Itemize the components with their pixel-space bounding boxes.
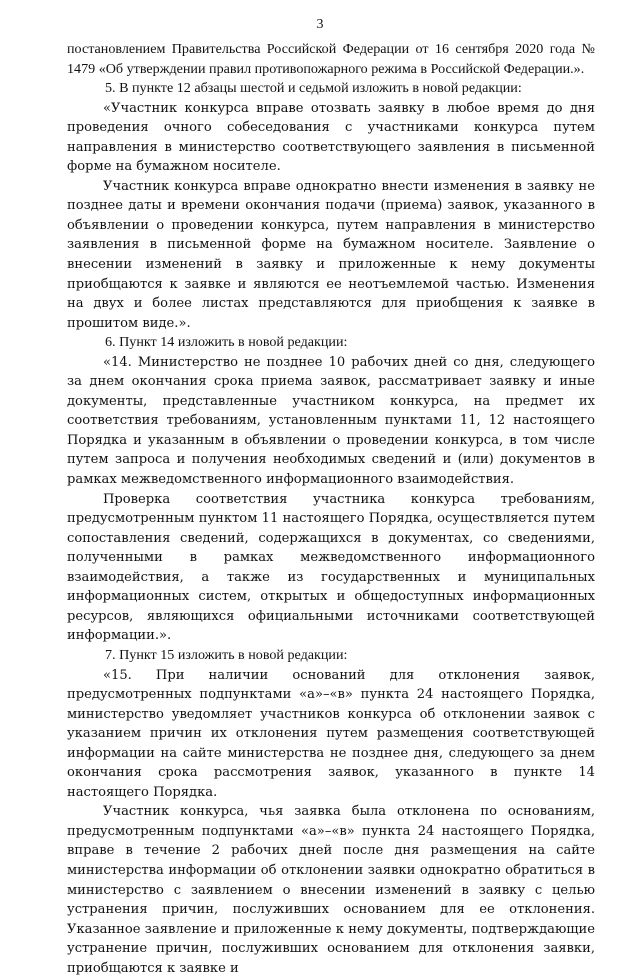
paragraph-quote-amend-application: Участник конкурса вправе однократно внести изменения в заявку не позднее даты и времени окончания подачи (приема) заявок, указанного в объявлении о проведении конкурса, путем направления в министерство заявления в письменной форме на бумажном носителе. Заявление о внесении изменений в заявку и приложенные к нему документы приобщаются к заявке и являются ее неотъемлемой частью. Изменения на двух и более листах представляются для приобщения к заявке в прошитом виде.». xyxy=(67,178,595,331)
paragraph-item-6: 6. Пункт 14 изложить в новой редакции: xyxy=(105,334,348,351)
paragraph-continuation: постановлением Правительства Российской Федерации от 16 сентября 2020 года № 1479 «Об утверждении правил противопожарного режима в Российской Федерации.». xyxy=(67,41,595,77)
paragraph-quote-rejected-participant: Участник конкурса, чья заявка была отклонена по основаниям, предусмотренным подпунктами «а»–«в» пункта 24 настоящего Порядка, вправе в течение 2 рабочих дней после дня размещения на сайте министерства информации об отклонении заявки однократно обратиться в министерство с заявлением о внесении изменений в заявку с целью устранения причин, послуживших основанием для ее отклонения. Указанное заявление и приложенные к нему документы, подтверждающие устранение причин, послуживших основанием для отклонения заявки, приобщаются к заявке и xyxy=(67,804,595,976)
paragraph-quote-point-14: «14. Министерство не позднее 10 рабочих дней со дня, следующего за днем окончания срока приема заявок, рассматривает заявку и иные документы, представленные участником конкурса, на предмет их соответствия требованиям, установленным пунктами 11, 12 настоящего Порядка и указанным в объявлении о проведении конкурса, в том числе путем запроса и получения необходимых сведений и (или) документов в рамках межведомственного информационного взаимодействия. xyxy=(67,354,595,488)
paragraph-quote-verification: Проверка соответствия участника конкурса требованиям, предусмотренным пунктом 11 настоящего Порядка, осуществляется путем сопоставления сведений, содержащихся в документах, со сведениями, полученными в рамках межведомственного информационного взаимодействия, а также из государственных и муниципальных информационных систем, открытых и общедоступных информационных ресурсов, являющихся официальными источниками соответствующей информации.». xyxy=(67,491,595,644)
paragraph-item-7: 7. Пункт 15 изложить в новой редакции: xyxy=(105,646,348,663)
paragraph-item-5: 5. В пункте 12 абзацы шестой и седьмой изложить в новой редакции: xyxy=(105,80,522,97)
paragraph-quote-withdraw-application: «Участник конкурса вправе отозвать заявку в любое время до дня проведения очного собеседования с участниками конкурса путем направления в министерство соответствующего заявления в письменной форме на бумажном носителе. xyxy=(67,100,595,175)
page-number: 3 xyxy=(316,17,324,32)
paragraph-quote-point-15: «15. При наличии оснований для отклонения заявок, предусмотренных подпунктами «а»–«в» пункта 24 настоящего Порядка, министерство уведомляет участников конкурса об отклонении заявок с указанием причин их отклонения путем размещения соответствующей информации на сайте министерства не позднее дня, следующего за днем окончания срока рассмотрения заявок, указанного в пункте 14 настоящего Порядка. xyxy=(67,667,595,800)
document-body xyxy=(67,40,595,978)
